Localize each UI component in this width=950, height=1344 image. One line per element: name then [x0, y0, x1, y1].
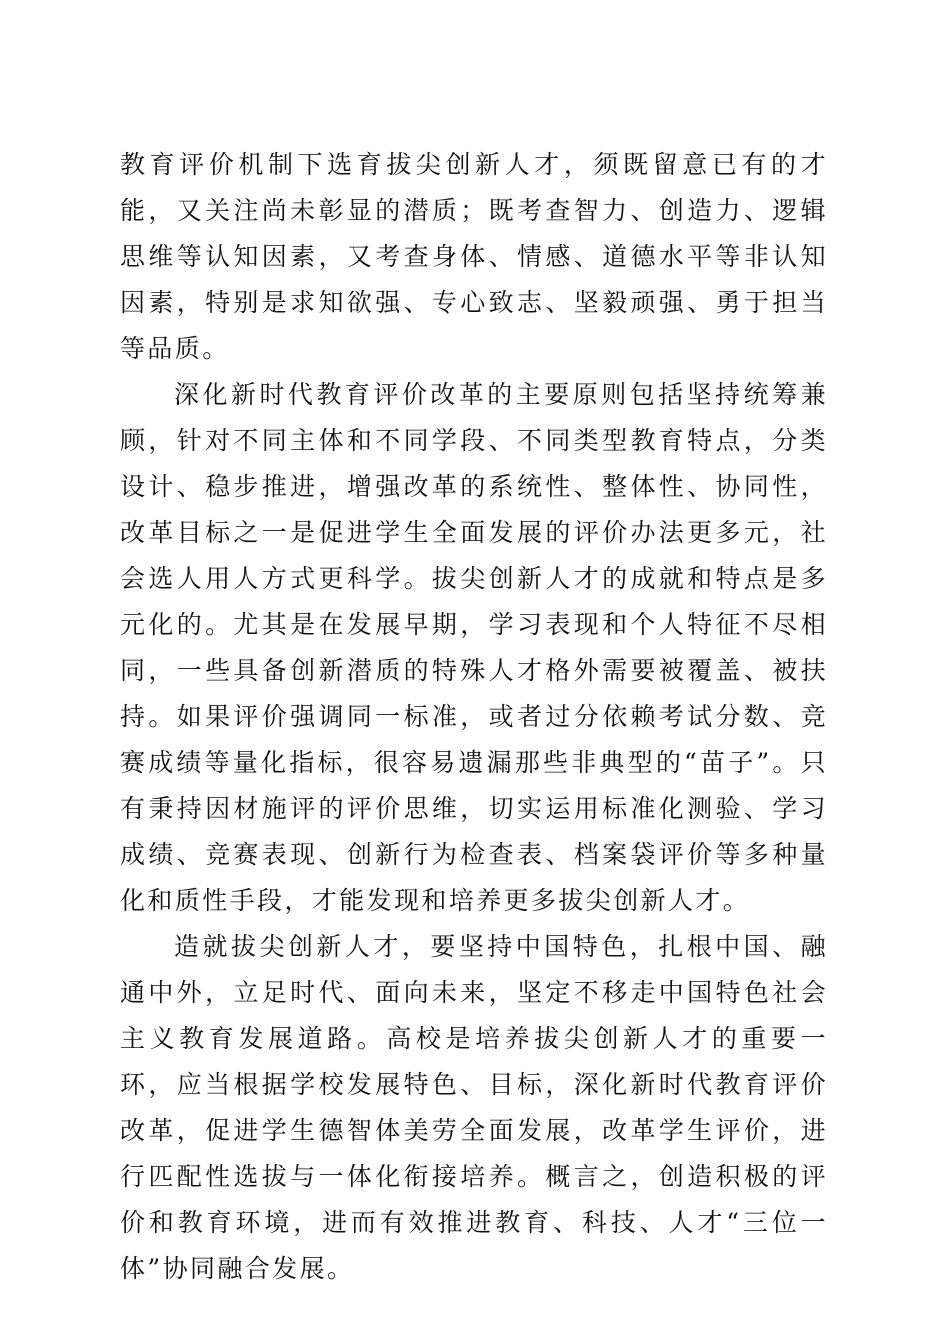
paragraph-2: 深化新时代教育评价改革的主要原则包括坚持统筹兼顾，针对不同主体和不同学段、不同类型教育特点，分类设计、稳步推进，增强改革的系统性、整体性、协同性，改革目标之一是促进学生全面发展的评价办法更多元，社会选人用人方式更科学。拔尖创新人才的成就和特点是多元化的。尤其是在发展早期，学习表现和个人特征不尽相同，一些具备创新潜质的特殊人才格外需要被覆盖、被扶持。如果评价强调同一标准，或者过分依赖考试分数、竞赛成绩等量化指标，很容易遗漏那些非典型的“苗子”。只有秉持因材施评的评价思维，切实运用标准化测验、学习成绩、竞赛表现、创新行为检查表、档案袋评价等多种量化和质性手段，才能发现和培养更多拔尖创新人才。: [120, 380, 828, 915]
paragraph-3: 造就拔尖创新人才，要坚持中国特色，扎根中国、融通中外，立足时代、面向未来，坚定不移走中国特色社会主义教育发展道路。高校是培养拔尖创新人才的重要一环，应当根据学校发展特色、目标，深化新时代教育评价改革，促进学生德智体美劳全面发展，改革学生评价，进行匹配性选拔与一体化衔接培养。概言之，创造积极的评价和教育环境，进而有效推进教育、科技、人才“三位一体”协同融合发展。: [120, 932, 828, 1283]
document-page: [120, 142, 828, 1292]
paragraph-1: 教育评价机制下选育拔尖创新人才，须既留意已有的才能，又关注尚未彰显的潜质；既考查智力、创造力、逻辑思维等认知因素，又考查身体、情感、道德水平等非认知因素，特别是求知欲强、专心致志、坚毅顽强、勇于担当等品质。: [120, 150, 828, 363]
